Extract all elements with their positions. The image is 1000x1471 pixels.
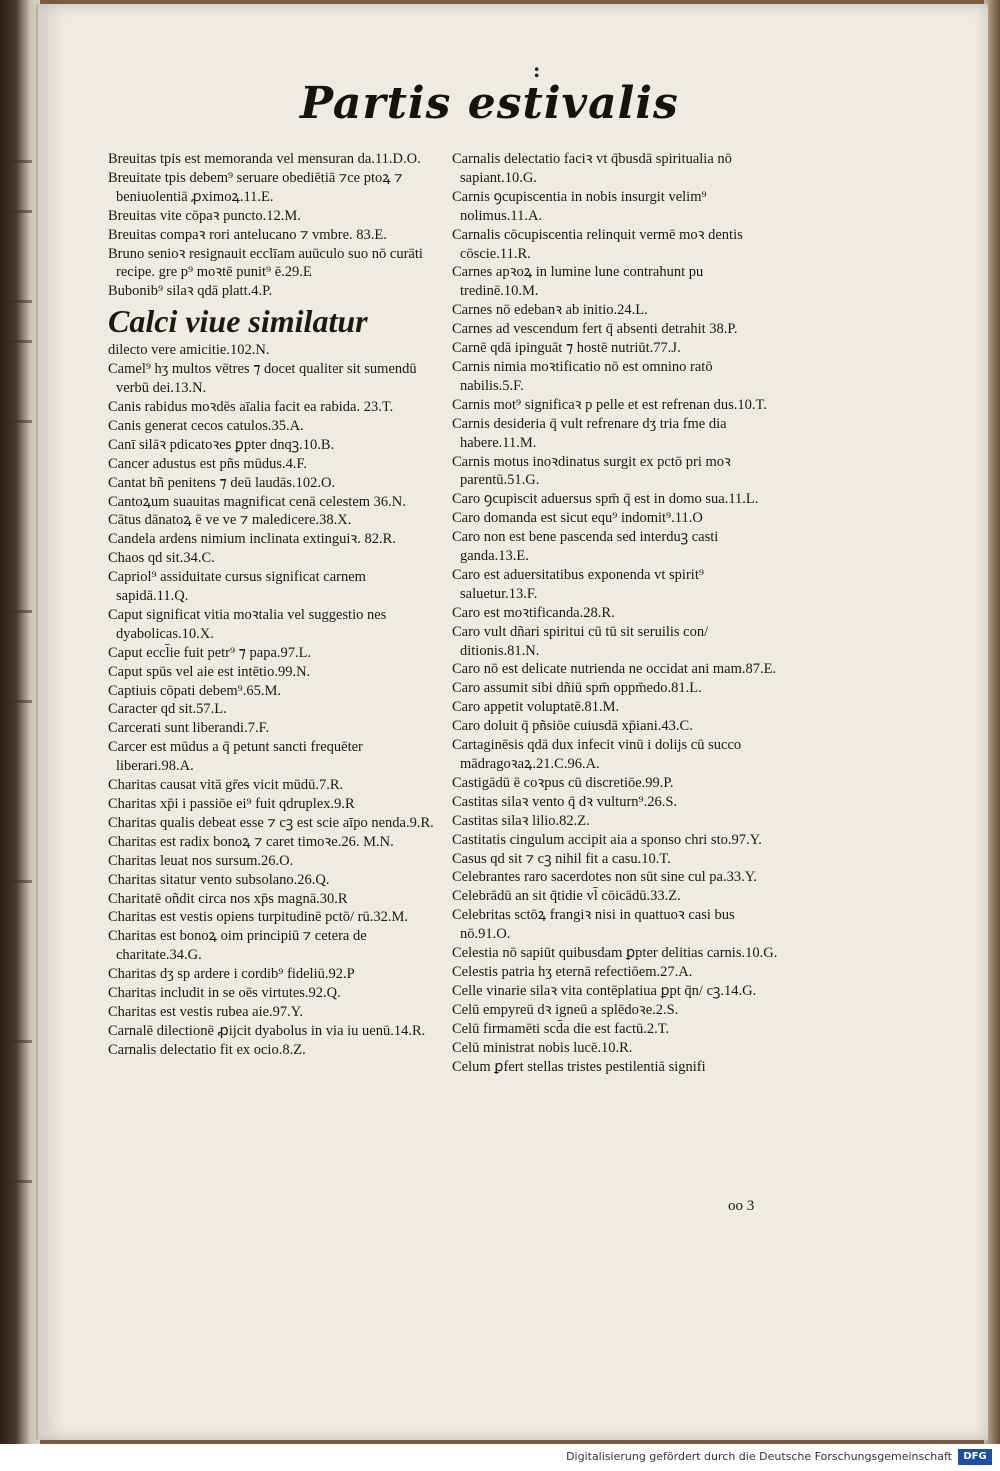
index-entry: Carnē qdā ipinguāt ⁊ hostē nutriūt.77.J.: [452, 340, 681, 357]
footer-credit: Digitalisierung gefördert durch die Deutsche Forschungsgemeinschaft: [566, 1450, 952, 1463]
index-entry: Caro nō est delicate nutrienda ne occidat ani mam.87.E.: [452, 661, 777, 678]
index-entry: Camel⁹ hʒ multos vētres ⁊ docet qualiter sit sumendū verbū dei.13.N.: [108, 361, 417, 397]
index-entry: Carnes ad vescendum fert q̄ absenti detrahit 38.P.: [452, 321, 738, 338]
index-entry: Caro domanda est sicut equ⁹ indomit⁹.11.O: [452, 510, 703, 527]
index-entry: Caro doluit q̄ pñsiōe cuiusdā xp̄iani.43.C.: [452, 718, 693, 735]
index-entry: Caro vult dñari spiritui cū tū sit seruilis con/ ditionis.81.N.: [452, 623, 709, 659]
index-entry: Carnis nimia moꝛtificatio nō est omnino ratō nabilis.5.F.: [452, 358, 713, 394]
index-entry: Castitas silaꝛ lilio.82.Z.: [452, 812, 590, 829]
index-entry: Charitas est radix bonoꝝ ⁊ caret timoꝛe.26. M.N.: [108, 833, 394, 850]
running-title: Partis estivalis: [300, 78, 679, 129]
index-entry: Celebrādū an sit q̄tidie vl̄ cōicādū.33.Z.: [452, 888, 681, 905]
index-entry: Castigādū ē coꝛpus cū discretiōe.99.P.: [452, 774, 674, 791]
index-entry: Celum ꝑfert stellas tristes pestilentiā signifi: [452, 1058, 706, 1075]
index-entry: Caro appetit voluptatē.81.M.: [452, 699, 620, 716]
index-entry: Chaos qd sit.34.C.: [108, 550, 215, 567]
index-entry: Charitas est vestis rubea aie.97.Y.: [108, 1003, 304, 1020]
index-entry: Cantat bñ penitens ⁊ deū laudās.102.O.: [108, 474, 336, 491]
signature-mark: :: [533, 58, 541, 82]
index-entry: Breuitate tpis debem⁹ seruare obediētiā ⁊ce ptoꝝ ⁊ beniuolentiā ꝓximoꝝ.11.E.: [108, 169, 403, 205]
index-entry: Canis generat cecos catulos.35.A.: [108, 417, 304, 434]
index-entry: Charitas causat vitā gr̄es vicit mūdū.7.R.: [108, 777, 344, 794]
index-entry: Charitas xp̄i i passiōe ei⁹ fuit qdruplex.9.R: [108, 796, 355, 812]
index-entry: Caput eccl̄ie fuit petr⁹ ⁊ papa.97.L.: [108, 644, 312, 661]
index-entry: Caro est aduersitatibus exponenda vt spirit⁹ saluetur.13.F.: [452, 566, 704, 602]
index-entry: Caro est moꝛtificanda.28.R.: [452, 604, 615, 621]
section-heading: Calci viue similatur: [108, 303, 368, 340]
index-entry: Celestis patria hʒ eternā refectiōem.27.A.: [452, 963, 693, 980]
index-entry: Canī silāꝛ pdicatoꝛes ꝑpter dnqꝫ.10.B.: [108, 436, 335, 453]
index-entry: Carnalis cōcupiscentia relinquit vermē moꝛ dentis cōscie.11.R.: [452, 226, 743, 262]
index-entry: Cātus dānatoꝝ ē ve ve ⁊ maledicere.38.X.: [108, 512, 352, 529]
index-entry: Bubonib⁹ silaꝛ qdā platt.4.P.: [108, 283, 273, 300]
footer-bar: [0, 1444, 1000, 1471]
index-entry: Carcerati sunt liberandi.7.F.: [108, 720, 270, 737]
index-entry: Caracter qd sit.57.L.: [108, 701, 227, 718]
index-entry: dilecto vere amicitie.102.N.: [108, 342, 270, 359]
index-entry: Charitas includit in se oēs virtutes.92.Q.: [108, 985, 341, 1002]
index-entry: Capriol⁹ assiduitate cursus significat carnem sapidā.11.Q.: [108, 569, 366, 605]
index-entry: Caro non est bene pascenda sed interduꝫ casti ganda.13.E.: [452, 529, 719, 565]
dfg-logo: DFG: [958, 1449, 992, 1465]
index-entry: Charitas sitatur vento subsolano.26.Q.: [108, 871, 330, 888]
index-entry: Cartaginēsis qdā dux infecit vinū i dolijs cū succo mādragoꝛaꝝ.21.C.96.A.: [452, 737, 742, 772]
right-column: [452, 150, 778, 1076]
index-entry: Breuitas vite cōpaꝛ puncto.12.M.: [108, 207, 301, 224]
index-entry: Cancer adustus est pñs mūdus.4.F.: [108, 455, 308, 472]
index-entry: Carnalis delectatio fit ex ocio.8.Z.: [108, 1041, 306, 1058]
index-entry: Celū empyreū dꝛ igneū a splēdoꝛe.2.S.: [452, 1001, 679, 1018]
index-entry: Charitatē oñdit circa nos xp̄s magnā.30.R: [108, 890, 348, 907]
left-column: [108, 150, 438, 1060]
index-entry: Caput spūs vel aie est intētio.99.N.: [108, 663, 311, 680]
index-entry: Celū firmamēti scd̄a die est factū.2.T.: [452, 1020, 670, 1037]
index-entry: Carnis mot⁹ significaꝛ p pelle et est refrenan dus.10.T.: [452, 396, 767, 413]
index-entry: Carnalis delectatio faciꝛ vt q̄busdā spiritualia nō sapiant.10.G.: [452, 151, 732, 186]
index-entry: Breuitas tpis est memoranda vel mensuran da.11.D.O.: [108, 151, 421, 167]
index-entry: Carnis desideria q̄ vult refrenare dʒ tria fme dia habere.11.M.: [452, 415, 727, 451]
index-entry: Breuitas compaꝛ rori antelucano ⁊ vmbre. 83.E.: [108, 226, 387, 243]
index-entry: Caro ꝯcupiscit aduersus spm̄ q̄ est in domo sua.11.L.: [452, 491, 759, 508]
index-entry: Caro assumit sibi dñiū spm̄ oppm̄edo.81.L.: [452, 680, 702, 697]
index-entry: Carnis motus inoꝛdinatus surgit ex pctō pri moꝛ parentū.51.G.: [452, 453, 731, 489]
index-entry: Charitas dʒ sp ardere i cordib⁹ fideliū.92.P: [108, 966, 355, 983]
index-entry: Charitas leuat nos sursum.26.O.: [108, 852, 294, 869]
index-entry: Celebritas sctōꝝ frangiꝛ nisi in quattuoꝛ casi bus nō.91.O.: [452, 907, 735, 943]
index-entry: Celebrantes raro sacerdotes non sūt sine cul pa.33.Y.: [452, 869, 757, 886]
index-entry: Bruno senioꝛ resignauit ecclīam auūculo suo nō curāti recipe. gre p⁹ moꝛtē punit⁹ ē.29.E: [108, 245, 423, 281]
index-entry: Candela ardens nimium inclinata extinguiꝛ. 82.R.: [108, 531, 396, 548]
index-entry: Charitas est bonoꝝ oim principiū ⁊ cetera de charitate.34.G.: [108, 928, 367, 964]
index-entry: Celestia nō sapiūt quibusdam ꝑpter delitias carnis.10.G.: [452, 945, 778, 962]
index-entry: Caput significat vitia moꝛtalia vel suggestio nes dyabolicas.10.X.: [108, 606, 387, 642]
book-gutter-edge: [0, 0, 40, 1444]
index-entry: Carcer est mūdus a q̄ petunt sancti frequēter liberari.98.A.: [108, 739, 363, 775]
index-entry: Cantoꝝum suauitas magnificat cenā celestem 36.N.: [108, 493, 406, 510]
index-entry: Carnalē dilectionē ꝓijcit dyabolus in via iu uenū.14.R.: [108, 1022, 426, 1039]
index-entry: Carnes apꝛoꝝ in lumine lune contrahunt pu tredinē.10.M.: [452, 264, 704, 300]
index-entry: Castitatis cingulum accipit aia a sponso chri sto.97.Y.: [452, 831, 762, 848]
index-entry: Captiuis cōpati debem⁹.65.M.: [108, 682, 281, 699]
index-entry: Celle vinarie silaꝛ vita contēplatiua ꝑpt q̄n/ cꝫ.14.G.: [452, 982, 757, 999]
gathering-mark: oo 3: [728, 1198, 755, 1214]
index-entry: Canis rabidus moꝛdēs aīalia facit ea rabida. 23.T.: [108, 398, 394, 415]
index-entry: Charitas qualis debeat esse ⁊ cꝫ est scie aīpo nenda.9.R.: [108, 814, 434, 831]
index-entry: Celū ministrat nobis lucē.10.R.: [452, 1039, 633, 1056]
index-entry: Castitas silaꝛ vento q̄ dꝛ vulturn⁹.26.S.: [452, 793, 678, 810]
index-entry: Casus qd sit ⁊ cꝫ nihil fit a casu.10.T.: [452, 850, 671, 867]
index-entry: Carnes nō edebanꝛ ab initio.24.L.: [452, 302, 648, 319]
index-entry: Carnis ꝯcupiscentia in nobis insurgit velim⁹ nolimus.11.A.: [452, 188, 707, 224]
index-entry: Charitas est vestis opiens turpitudinē pctō/ rū.32.M.: [108, 909, 409, 926]
